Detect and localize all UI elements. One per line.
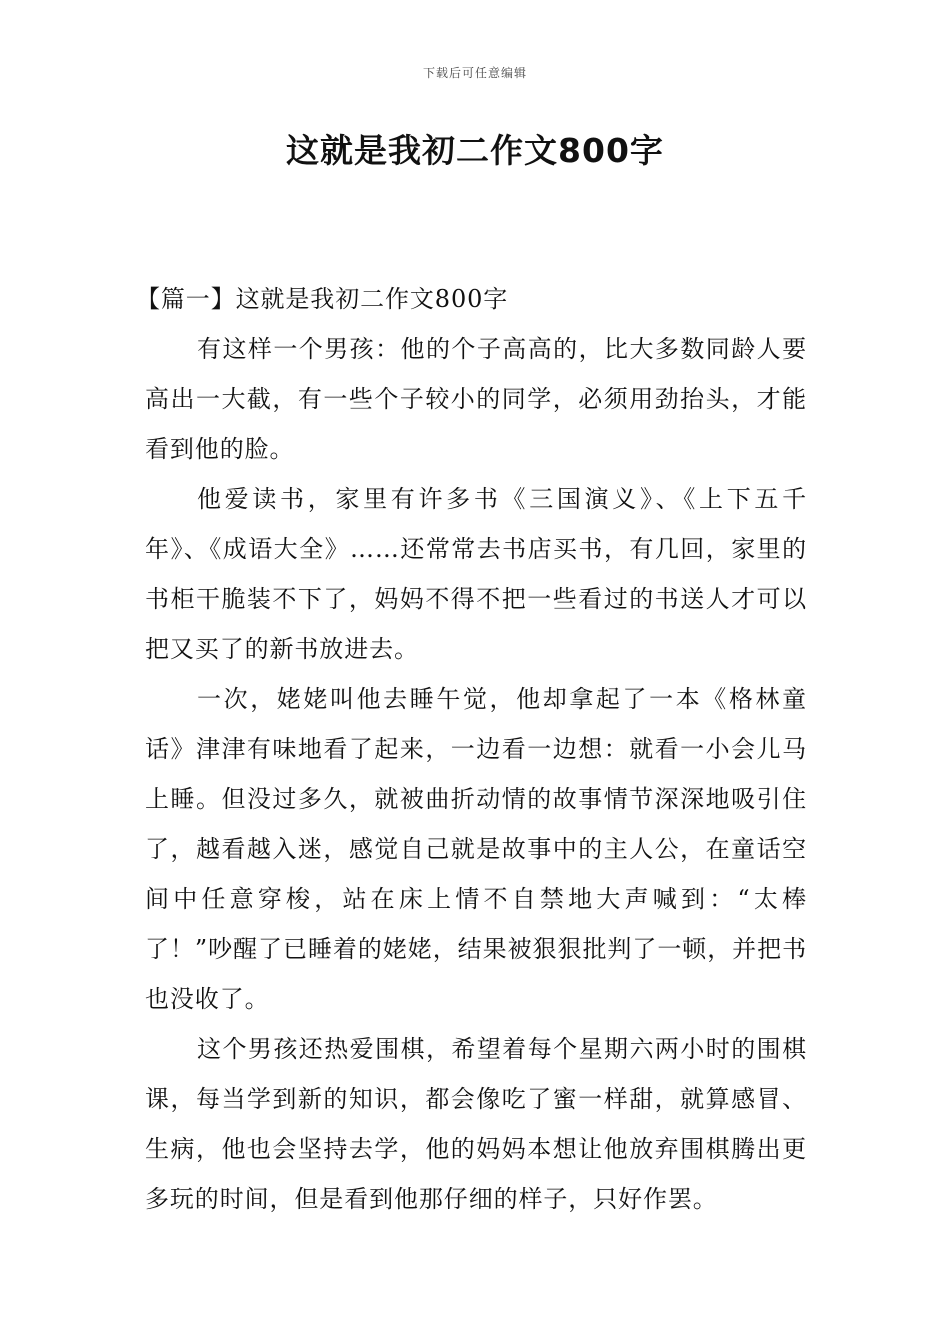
- section-heading: 【篇一】这就是我初二作文800字: [136, 285, 509, 313]
- paragraph-3: 一次，姥姥叫他去睡午觉，他却拿起了一本《格林童话》津津有味地看了起来，一边看一边想：就看一小会儿马上睡。但没过多久，就被曲折动情的故事情节深深地吸引住了，越看越入迷，感觉自己就是故事中的主人公，在童话空间中任意穿梭，站在床上情不自禁地大声喊到：“太棒了！”吵醒了已睡着的姥姥，结果被狠狠批判了一顿，并把书也没收了。: [145, 685, 807, 1013]
- document-title: 这就是我初二作文800字: [286, 131, 664, 170]
- paragraph-4: 这个男孩还热爱围棋，希望着每个星期六两小时的围棋课，每当学到新的知识，都会像吃了蜜一样甜，就算感冒、生病，他也会坚持去学，他的妈妈本想让他放弃围棋腾出更多玩的时间，但是看到他那仔细的样子，只好作罢。: [145, 1035, 807, 1213]
- header-note: 下载后可任意编辑: [422, 66, 527, 80]
- paragraph-2: 他爱读书，家里有许多书《三国演义》、《上下五千年》、《成语大全》……还常常去书店买书，有几回，家里的书柜干脆装不下了，妈妈不得不把一些看过的书送人才可以把又买了的新书放进去。: [145, 485, 807, 663]
- document-body: [136, 274, 807, 1224]
- paragraph-1: 有这样一个男孩：他的个子高高的，比大多数同龄人要高出一大截，有一些个子较小的同学，必须用劲抬头，才能看到他的脸。: [145, 335, 807, 463]
